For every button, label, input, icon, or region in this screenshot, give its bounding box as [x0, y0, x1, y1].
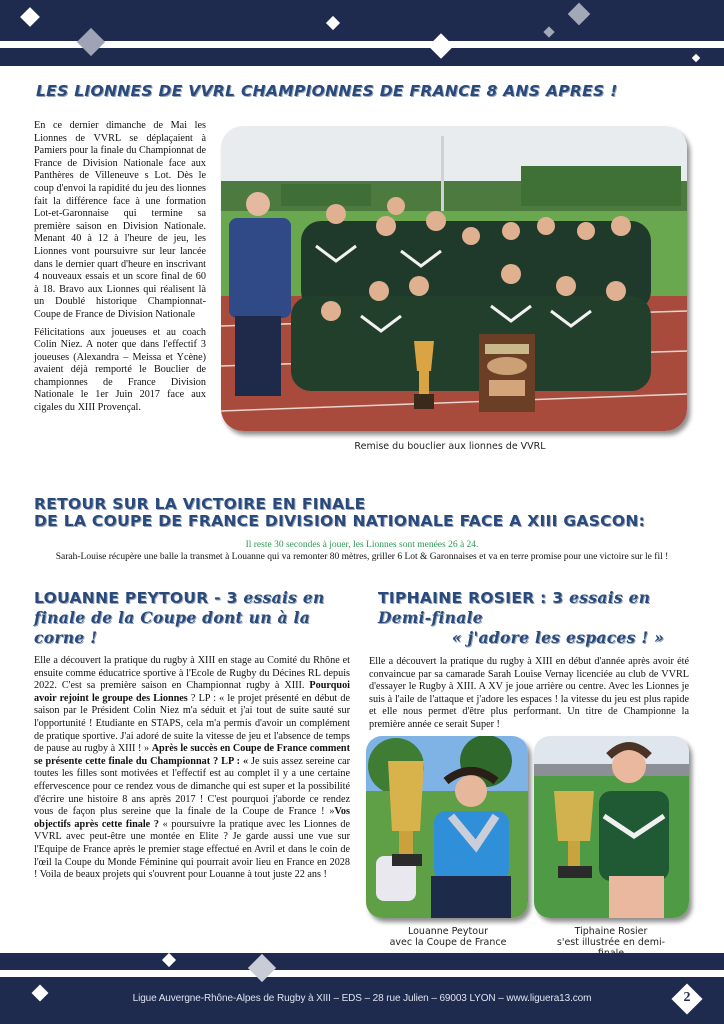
- title-line: RETOUR SUR LA VICTOIRE EN FINALE: [34, 495, 366, 513]
- heading-caps: TIPHAINE ROSIER : 3: [378, 589, 570, 607]
- caption-line: Louanne Peytour: [407, 926, 488, 937]
- header-stripe: [0, 41, 724, 48]
- louanne-heading: [34, 588, 344, 648]
- heading-script: essais en finale de la Coupe dont un à la corne !: [34, 588, 325, 647]
- tiphaine-heading: [378, 588, 698, 648]
- article-body-champions: [34, 120, 206, 415]
- caption-line: Tiphaine Rosier: [574, 926, 648, 937]
- tiphaine-photo-image: [534, 736, 689, 918]
- question: Vos objectifs après cette finale ?: [34, 806, 350, 830]
- paragraph: Félicitations aux joueuses et au coach Colin Niez. A noter que dans l'effectif 3 joueuses (Alexandra – Meissa et Ycène) avaient déjà remporté le Bouclier de championnes de France Division Nationale le 1er Juin 2017 face aux cigales du XIII Provençal.: [34, 326, 206, 414]
- louanne-photo-caption: [374, 926, 522, 948]
- louanne-body: [34, 655, 350, 882]
- answer: ? LP : « le projet présenté en début de saison par le Président Colin Niez m'a séduit et j'ai tout de suite sauté sur l'opportunité ! Etudiante en STAPS, cela m'a permis d'avoir un complément de pratique sportive. J'ai adoré de suite la vitesse de jeu et l'absence de temps de pause au rugby à XIII ! »: [34, 692, 350, 755]
- header-banner: [0, 0, 724, 66]
- article-title-champions: LES LIONNES DE VVRL CHAMPIONNES DE FRANCE 8 ANS APRES !: [36, 82, 618, 100]
- question: Après le succès en Coupe de France comment se présente cette finale du Championnat ? LP : «: [34, 743, 350, 767]
- paragraph: En ce dernier dimanche de Mai les Lionnes de VVRL se déplaçaient à Pamiers pour la finale du Championnat de France de Division Nationale face aux Panthères de Villeneuve s Lot. Dès le coup d'envoi la rapidité du jeu des lionnes fait la différence face à une formation Lot-et-Garonnaise qui termine sa première saison en Division Nationale. Menant 40 à 12 à l'heure de jeu, les Lionnes vont poursuivre sur leur lancée dans le dernier quart d'heure en inscrivant 4 nouveaux essais et un score final de 60 à 18. Bravo aux Lionnes qui réalisent là un Doublé historique Championnat-Coupe de France de Division Nationale: [34, 120, 207, 320]
- title-line: DE LA COUPE DE FRANCE DIVISION NATIONALE FACE A XIII GASCON:: [34, 512, 646, 530]
- page-number: 2: [683, 990, 691, 1005]
- article-title-cup-final: [34, 496, 714, 530]
- louanne-photo-image: [366, 736, 528, 918]
- caption-line: s'est illustrée en demi-: [556, 937, 666, 948]
- footer-stripe: [0, 970, 724, 977]
- tiphaine-photo: [534, 736, 689, 918]
- diamond-icon: [543, 26, 554, 37]
- louanne-photo: [366, 736, 528, 918]
- diamond-icon: [162, 953, 176, 967]
- team-photo-caption: Remise du bouclier aux lionnes de VVRL: [354, 441, 546, 452]
- diamond-icon: [248, 954, 276, 982]
- answer: « poursuivre la pratique avec les Lionnes de VVRL avec peut-être une montée en Elite ? Je garde aussi une vue sur l'Equipe de France après le premier stage effectué en Avril et dans le coin de l'œil la Coupe du Monde Féminine qui pourrait avoir lieu en France en 2028 ! Voila de beaux projets qui s'ouvrent pour Louanne à tout juste 22 ans !: [34, 818, 350, 881]
- tiphaine-body: Elle a découvert la pratique du rugby à XIII en début d'année après avoir été convaincue par sa camarade Sarah Louise Vernay licenciée au club de VVRL d'essayer le Rugby à XIII. A XV je joue arrière ou centre. Avec les Lionnes je suis à l'aile de l'attaque et j'adore les espaces ! la vitesse du jeu est plus rapide et elle nous permet d'être plus performant. Un titre de Championne la première année ce serait Super !: [369, 656, 689, 730]
- diamond-icon: [326, 16, 340, 30]
- intro-highlight: Il reste 30 secondes à jouer, les Lionnes sont menées 26 à 24.: [245, 540, 479, 550]
- diamond-icon: [428, 33, 453, 58]
- paragraph: Elle a découvert la pratique du rugby à XIII en stage au Comité du Rhône et ensuite comme éducatrice sportive à l'Ecole de Rugby du Décines RL depuis 2022. C'est sa première saison en Championnat rugby à XIII.: [34, 655, 350, 692]
- answer: Je suis assez sereine car toutes les filles sont motivées et l'effectif est au complet il y a une certaine effervescence pour ce rendez vous de dimanche qui est super et la possibilité d'écrire une histoire 8 ans après 2017 ! C'est pourquoi j'aborde ce rendez vous de façon plus sereine que la finale de la Coupe de France ! »: [34, 755, 351, 818]
- diamond-icon: [77, 28, 105, 56]
- footer-banner: [0, 953, 724, 1024]
- diamond-icon: [692, 54, 700, 62]
- heading-script: essais en: [569, 588, 651, 607]
- team-photo: [221, 126, 687, 431]
- footer-address: Ligue Auvergne-Rhône-Alpes de Rugby à XIII – EDS – 28 rue Julien – 69003 LYON – www.liguera13.com: [132, 993, 592, 1004]
- diamond-icon: [568, 3, 591, 26]
- heading-caps: LOUANNE PEYTOUR - 3: [34, 589, 244, 607]
- heading-line2: Demi-finale: [378, 608, 483, 627]
- team-photo-image: [221, 126, 687, 431]
- diamond-icon: [20, 7, 40, 27]
- question: Pourquoi avoir rejoint le groupe des Lionnes: [34, 680, 350, 704]
- intro-text: Sarah-Louise récupère une balle la transmet à Louanne qui va remonter 80 mètres, griller 6 Lot & Garonnaises et va en terre promise pour une victoire sur le fil !: [55, 552, 669, 562]
- heading-quote: « j'adore les espaces ! »: [451, 628, 665, 647]
- page-number-badge: [672, 984, 702, 1014]
- caption-line: avec la Coupe de France: [389, 937, 507, 948]
